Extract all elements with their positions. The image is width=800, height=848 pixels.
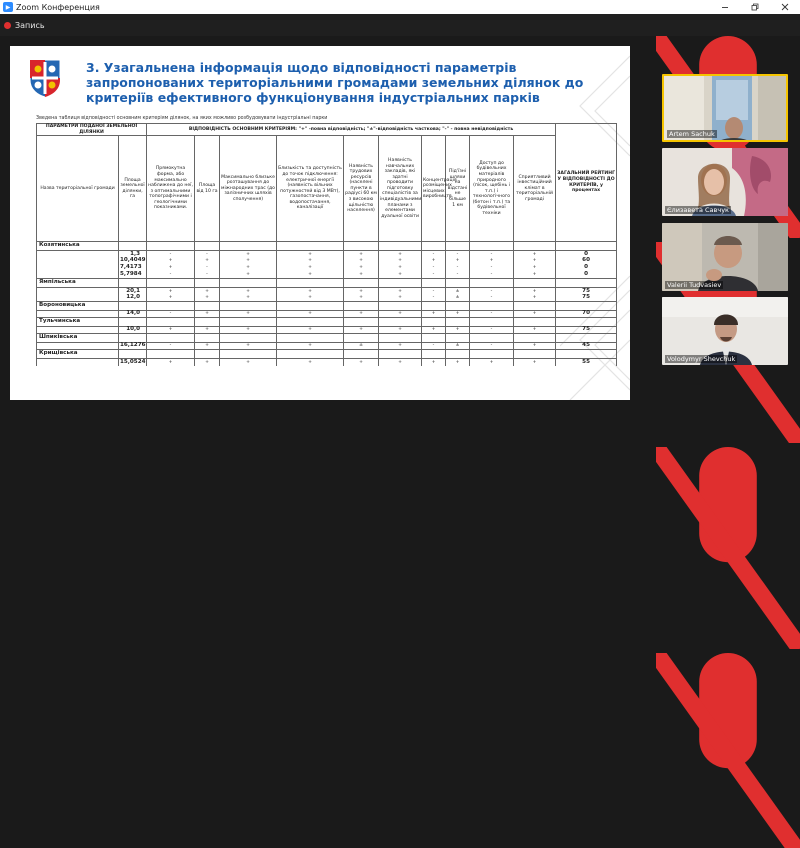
- criterion-mark: +: [277, 311, 344, 318]
- empty-cell: [277, 279, 344, 288]
- column-header: Під'їзні шляхи на відстані не більше 1 км: [446, 136, 470, 242]
- empty-cell: [446, 279, 470, 288]
- criterion-mark: +: [220, 258, 277, 265]
- empty-cell: [37, 295, 119, 302]
- empty-cell: [470, 279, 514, 288]
- zoom-app-icon: ▶: [3, 2, 13, 12]
- minimize-icon: [721, 3, 729, 11]
- empty-cell: [277, 318, 344, 327]
- empty-cell: [344, 350, 379, 359]
- empty-cell: [379, 334, 422, 343]
- criterion-mark: -: [147, 272, 195, 279]
- criterion-mark: -: [422, 343, 446, 350]
- empty-cell: [119, 302, 147, 311]
- empty-cell: [220, 279, 277, 288]
- participant-name: Єлизавета Савчук: [667, 206, 729, 214]
- close-button[interactable]: [770, 0, 800, 14]
- empty-cell: [514, 302, 556, 311]
- criterion-mark: +: [344, 272, 379, 279]
- score-cell: 0: [556, 272, 617, 279]
- region-name: Крищівська: [37, 350, 119, 359]
- criterion-mark: -: [422, 272, 446, 279]
- region-name: Шпиківська: [37, 334, 119, 343]
- criterion-mark: +: [344, 311, 379, 318]
- criterion-mark: +: [422, 327, 446, 334]
- empty-cell: [556, 279, 617, 288]
- criterion-mark: -: [470, 311, 514, 318]
- criterion-mark: +: [220, 327, 277, 334]
- criterion-mark: +: [470, 359, 514, 366]
- criterion-mark: -: [195, 272, 220, 279]
- video-tile-yelyzaveta-savchuk[interactable]: [662, 148, 788, 216]
- empty-cell: [37, 343, 119, 350]
- empty-cell: [147, 350, 195, 359]
- table-row: [37, 311, 617, 318]
- criterion-mark: +: [514, 272, 556, 279]
- score-cell: 60: [556, 258, 617, 265]
- table-body: [37, 242, 617, 366]
- table-caption: Зведена таблиця відповідності основним критеріям ділянок, на яких можливо розбудовувати індустріальні парки: [36, 116, 328, 121]
- criterion-mark: +: [379, 343, 422, 350]
- empty-cell: [195, 334, 220, 343]
- criterion-mark: +: [277, 265, 344, 272]
- criterion-mark: +: [379, 311, 422, 318]
- score-cell: 70: [556, 311, 617, 318]
- criterion-mark: +: [147, 295, 195, 302]
- criterion-mark: +: [422, 258, 446, 265]
- criterion-mark: +: [379, 258, 422, 265]
- criterion-mark: +: [277, 288, 344, 295]
- region-row: [37, 279, 617, 288]
- empty-cell: [379, 302, 422, 311]
- recording-label: Запись: [15, 21, 45, 30]
- empty-cell: [220, 318, 277, 327]
- criterion-mark: +: [277, 343, 344, 350]
- meeting-toolbar: [0, 14, 800, 36]
- table-row: [37, 295, 617, 302]
- criterion-mark: +: [344, 251, 379, 258]
- criterion-mark: +: [277, 258, 344, 265]
- score-cell: 75: [556, 295, 617, 302]
- empty-cell: [277, 350, 344, 359]
- criterion-mark: -: [422, 265, 446, 272]
- empty-cell: [344, 302, 379, 311]
- criterion-mark: -: [422, 251, 446, 258]
- empty-cell: [446, 350, 470, 359]
- empty-cell: [379, 242, 422, 251]
- window-title: Zoom Конференция: [16, 2, 100, 12]
- shared-screen: [0, 36, 656, 424]
- region-name: Ямпільська: [37, 279, 119, 288]
- empty-cell: [470, 334, 514, 343]
- column-header: Максимально близьке розташування до міжнародних трас (до залізничних шляхів сполучення): [220, 136, 277, 242]
- empty-cell: [514, 279, 556, 288]
- criterion-mark: +: [147, 258, 195, 265]
- criterion-mark: +: [514, 359, 556, 366]
- column-header: Доступ до будівельних матеріалів природного (пісок, щебінь і т.п.) і технологічного (бетон і т.п.) та будівельної техніки: [470, 136, 514, 242]
- empty-cell: [470, 302, 514, 311]
- empty-cell: [422, 350, 446, 359]
- empty-cell: [470, 318, 514, 327]
- score-cell: 75: [556, 288, 617, 295]
- recording-indicator[interactable]: [4, 19, 45, 32]
- microphone-muted-icon: [656, 653, 800, 848]
- criterion-mark: +: [277, 327, 344, 334]
- empty-cell: [37, 251, 119, 258]
- empty-cell: [37, 272, 119, 279]
- participant-name: Valerii Tudvasiev: [667, 281, 722, 289]
- empty-cell: [147, 279, 195, 288]
- criterion-mark: -: [470, 343, 514, 350]
- empty-cell: [556, 242, 617, 251]
- window-titlebar: [0, 0, 800, 14]
- empty-cell: [220, 242, 277, 251]
- empty-cell: [422, 318, 446, 327]
- criterion-mark: +: [220, 272, 277, 279]
- area-cell: 1,3: [119, 251, 147, 258]
- region-row: [37, 302, 617, 311]
- region-row: [37, 350, 617, 359]
- criterion-mark: -: [470, 251, 514, 258]
- empty-cell: [119, 242, 147, 251]
- column-header: Сприятливий інвестиційний клімат в територіальній громаді: [514, 136, 556, 242]
- empty-cell: [556, 302, 617, 311]
- criterion-mark: +: [422, 359, 446, 366]
- criterion-mark: +: [379, 272, 422, 279]
- criterion-mark: +: [446, 359, 470, 366]
- criterion-mark: -: [470, 288, 514, 295]
- empty-cell: [220, 302, 277, 311]
- column-header: Наявність навчальних закладів, які здатні проводити підготовку спеціалістів за індивідуальними планами з елементами дуальної освіти: [379, 136, 422, 242]
- column-header: Прямокутна форма, або максимально наближена до неї, з оптимальними топографічними і геологічними показниками.: [147, 136, 195, 242]
- criterion-mark: +: [220, 359, 277, 366]
- empty-cell: [514, 350, 556, 359]
- group-header: ПАРАМЕТРИ ПОДАНОЇ ЗЕМЕЛЬНОЇ ДІЛЯНКИ: [37, 124, 147, 136]
- criterion-mark: +: [514, 265, 556, 272]
- table-row: [37, 327, 617, 334]
- empty-cell: [195, 279, 220, 288]
- region-row: [37, 242, 617, 251]
- empty-cell: [277, 302, 344, 311]
- criterion-mark: ±: [446, 343, 470, 350]
- criterion-mark: ±: [344, 343, 379, 350]
- column-header: Назва територіальної громади: [37, 136, 119, 242]
- empty-cell: [119, 334, 147, 343]
- score-cell: 55: [556, 359, 617, 366]
- criterion-mark: +: [470, 258, 514, 265]
- criterion-mark: -: [147, 311, 195, 318]
- criterion-mark: +: [344, 327, 379, 334]
- empty-cell: [147, 302, 195, 311]
- criterion-mark: +: [344, 295, 379, 302]
- column-header: Наявність трудових ресурсів (населені пункти в радіусі 60 км з високою щільністю населення): [344, 136, 379, 242]
- criterion-mark: -: [195, 251, 220, 258]
- empty-cell: [37, 327, 119, 334]
- criterion-mark: -: [470, 272, 514, 279]
- criterion-mark: +: [344, 288, 379, 295]
- score-cell: 45: [556, 343, 617, 350]
- vinnytsia-crest-icon: [28, 58, 62, 98]
- empty-cell: [470, 350, 514, 359]
- empty-cell: [195, 302, 220, 311]
- area-cell: 15,0524: [120, 358, 146, 365]
- criterion-mark: -: [446, 265, 470, 272]
- participant-name: Volodymyr Shevchuk: [667, 355, 736, 363]
- restore-button[interactable]: [740, 0, 770, 14]
- criterion-mark: +: [220, 288, 277, 295]
- criterion-mark: +: [379, 265, 422, 272]
- criterion-mark: +: [379, 359, 422, 366]
- criterion-mark: +: [220, 295, 277, 302]
- empty-cell: [446, 302, 470, 311]
- empty-cell: [119, 318, 147, 327]
- criterion-mark: +: [147, 359, 195, 366]
- criterion-mark: +: [446, 258, 470, 265]
- table-row: [37, 272, 617, 279]
- region-row: [37, 334, 617, 343]
- criterion-mark: +: [514, 311, 556, 318]
- empty-cell: [344, 318, 379, 327]
- table-row: [37, 343, 617, 350]
- criterion-mark: +: [195, 327, 220, 334]
- empty-cell: [37, 288, 119, 295]
- empty-cell: [119, 350, 147, 359]
- empty-cell: [422, 279, 446, 288]
- criteria-table: [36, 123, 617, 366]
- criterion-mark: -: [446, 251, 470, 258]
- criterion-mark: +: [514, 343, 556, 350]
- video-tile-volodymyr-shevchuk[interactable]: [662, 297, 788, 365]
- criterion-mark: +: [446, 327, 470, 334]
- area-cell: 12,0: [119, 295, 147, 302]
- empty-cell: [446, 318, 470, 327]
- participant-panel: [656, 36, 800, 424]
- criterion-mark: +: [344, 265, 379, 272]
- minimize-button[interactable]: [710, 0, 740, 14]
- empty-cell: [422, 334, 446, 343]
- empty-cell: [220, 334, 277, 343]
- area-cell: 20,1: [119, 288, 147, 295]
- criterion-mark: -: [470, 295, 514, 302]
- criterion-mark: ±: [446, 288, 470, 295]
- criterion-mark: +: [514, 251, 556, 258]
- criterion-mark: +: [514, 258, 556, 265]
- empty-cell: [556, 350, 617, 359]
- empty-cell: [195, 318, 220, 327]
- criterion-mark: +: [344, 258, 379, 265]
- column-header: Площа від 10 га: [195, 136, 220, 242]
- recording-dot-icon: [4, 22, 11, 29]
- criterion-mark: +: [195, 288, 220, 295]
- criterion-mark: +: [379, 251, 422, 258]
- empty-cell: [446, 334, 470, 343]
- table-row: [37, 288, 617, 295]
- presentation-slide: [10, 46, 630, 400]
- criterion-mark: -: [422, 288, 446, 295]
- criterion-mark: +: [344, 359, 379, 366]
- area-cell: 14,0: [119, 311, 147, 318]
- empty-cell: [344, 279, 379, 288]
- criterion-mark: -: [470, 265, 514, 272]
- criterion-mark: +: [195, 311, 220, 318]
- criterion-mark: +: [220, 251, 277, 258]
- criterion-mark: +: [514, 295, 556, 302]
- criterion-mark: +: [195, 359, 220, 366]
- criteria-header: ВІДПОВІДНІСТЬ ОСНОВНИМ КРИТЕРІЯМ: "+" -повна відповідність; "±"-відповідність часткова; "-" - повна невідповідність: [147, 124, 556, 136]
- empty-cell: [514, 242, 556, 251]
- restore-icon: [751, 3, 759, 11]
- area-cell: 7,4173: [119, 265, 147, 272]
- empty-cell: [147, 334, 195, 343]
- empty-cell: [147, 318, 195, 327]
- criterion-mark: -: [147, 343, 195, 350]
- criterion-mark: +: [514, 327, 556, 334]
- column-header: Близькість та доступність до точок підключення: електричної енергії (наявність вільних потужностей від 3 МВт), газопостачання, водопостачання, каналізації: [277, 136, 344, 242]
- table-row: [37, 359, 617, 366]
- area-cell: 10,0: [119, 327, 147, 334]
- empty-cell: [470, 242, 514, 251]
- criterion-mark: +: [147, 288, 195, 295]
- video-tile-valerii-tudvasiev[interactable]: [662, 223, 788, 291]
- empty-cell: [514, 318, 556, 327]
- empty-cell: [556, 334, 617, 343]
- empty-cell: [277, 242, 344, 251]
- criterion-mark: -: [446, 272, 470, 279]
- criterion-mark: -: [195, 265, 220, 272]
- score-cell: 0: [556, 265, 617, 272]
- empty-cell: [422, 302, 446, 311]
- region-name: Вороновицька: [37, 302, 119, 311]
- empty-cell: [37, 359, 119, 366]
- criterion-mark: +: [422, 311, 446, 318]
- empty-cell: [379, 279, 422, 288]
- column-header: ЗАГАЛЬНИЙ РЕЙТИНГ У ВІДПОВІДНОСТІ ДО КРИТЕРІЇВ, у процентах: [556, 124, 617, 242]
- region-name: Тульчинська: [37, 318, 119, 327]
- criterion-mark: +: [147, 265, 195, 272]
- participant-name: Artem Sachuk: [669, 130, 715, 138]
- empty-cell: [379, 350, 422, 359]
- region-row: [37, 318, 617, 327]
- area-cell: 5,7984: [119, 272, 147, 279]
- criterion-mark: +: [379, 327, 422, 334]
- close-icon: [781, 3, 789, 11]
- area-cell: 10,4049: [120, 257, 146, 264]
- empty-cell: [220, 350, 277, 359]
- criterion-mark: +: [220, 265, 277, 272]
- empty-cell: [514, 334, 556, 343]
- empty-cell: [37, 258, 119, 265]
- empty-cell: [37, 265, 119, 272]
- criterion-mark: +: [277, 359, 344, 366]
- criterion-mark: +: [277, 295, 344, 302]
- video-tile-artem-sachuk[interactable]: [662, 74, 788, 142]
- empty-cell: [277, 334, 344, 343]
- criteria-table-container: [36, 116, 616, 400]
- criterion-mark: +: [277, 272, 344, 279]
- empty-cell: [344, 242, 379, 251]
- criterion-mark: +: [220, 343, 277, 350]
- criterion-mark: +: [446, 311, 470, 318]
- criterion-mark: ±: [446, 295, 470, 302]
- empty-cell: [556, 318, 617, 327]
- empty-cell: [446, 242, 470, 251]
- score-cell: 0: [556, 251, 617, 258]
- area-cell: 16,1276: [120, 342, 146, 349]
- criterion-mark: +: [220, 311, 277, 318]
- score-cell: 75: [556, 327, 617, 334]
- empty-cell: [379, 318, 422, 327]
- empty-cell: [37, 311, 119, 318]
- region-name: Козятинська: [37, 242, 119, 251]
- empty-cell: [195, 350, 220, 359]
- empty-cell: [147, 242, 195, 251]
- criterion-mark: +: [195, 295, 220, 302]
- criterion-mark: -: [422, 295, 446, 302]
- criterion-mark: +: [379, 295, 422, 302]
- empty-cell: [119, 279, 147, 288]
- microphone-muted-icon: [656, 447, 800, 649]
- criterion-mark: +: [514, 288, 556, 295]
- criterion-mark: +: [379, 288, 422, 295]
- criterion-mark: -: [147, 251, 195, 258]
- criterion-mark: +: [195, 258, 220, 265]
- criterion-mark: -: [470, 327, 514, 334]
- criterion-mark: +: [277, 251, 344, 258]
- column-header: Площа земельної ділянки, га: [119, 136, 147, 242]
- column-header: Концентрація розміщених місцевих виробництв: [422, 136, 446, 242]
- empty-cell: [195, 242, 220, 251]
- empty-cell: [422, 242, 446, 251]
- empty-cell: [344, 334, 379, 343]
- criterion-mark: +: [195, 343, 220, 350]
- criterion-mark: +: [147, 327, 195, 334]
- slide-title: 3. Узагальнена інформація щодо відповідності параметрів запропонованих територіальними громадами земельних ділянок до критеріїв ефективного функціонування індустріальних парків: [86, 60, 584, 105]
